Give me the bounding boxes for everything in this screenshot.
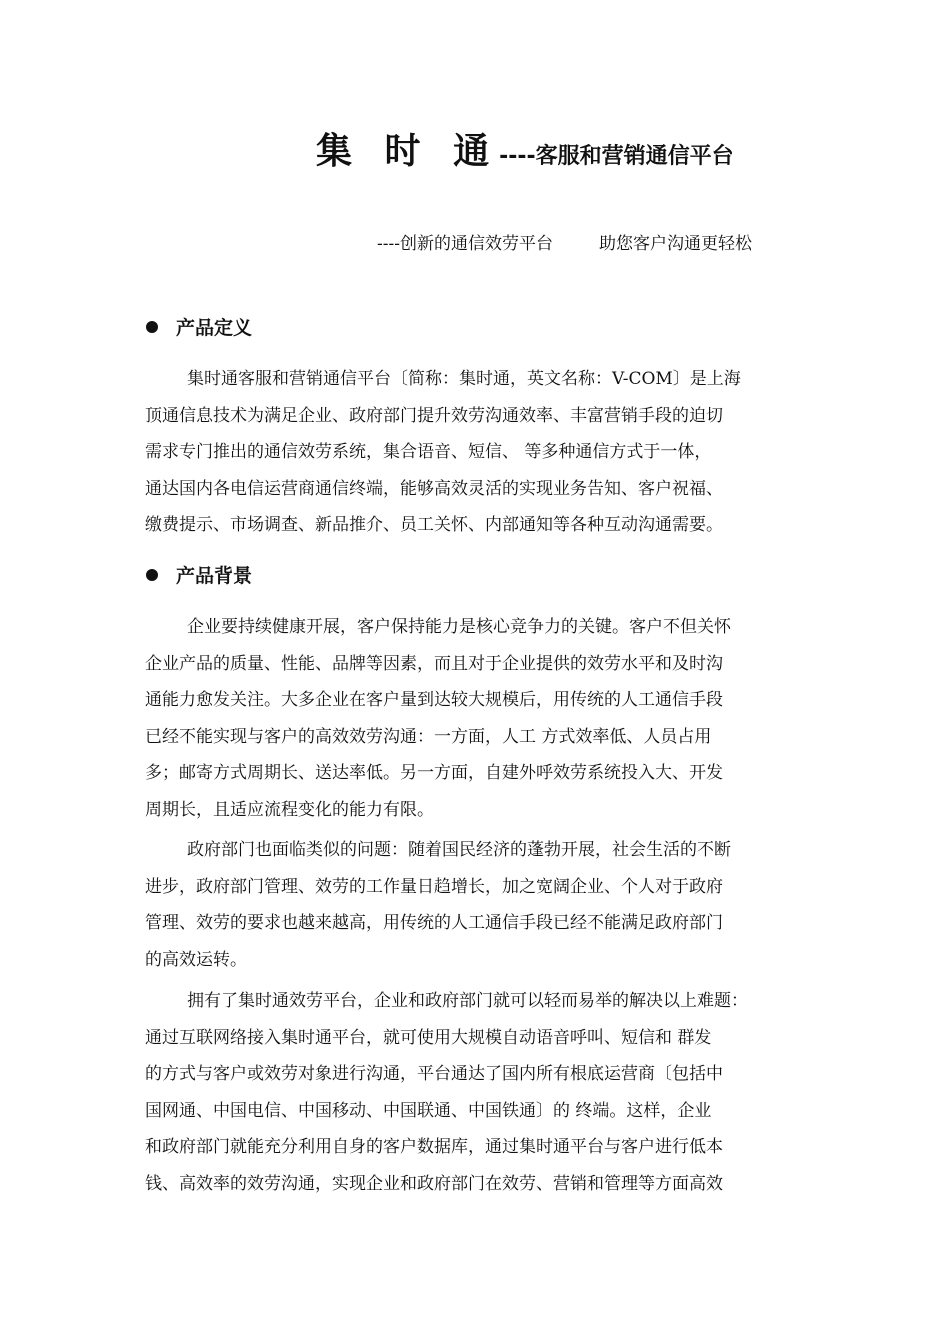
paragraph-background-3: [145, 983, 807, 1202]
paragraph-line: 拥有了集时通效劳平台，企业和政府部门就可以轻而易举的解决以上难题：: [187, 991, 748, 1011]
section-heading-label: 产品背景: [176, 565, 253, 587]
section-heading-label: 产品定义: [176, 317, 253, 339]
subtitle-right: 助您客户沟通更轻松: [598, 234, 752, 254]
paragraph-line: 的方式与客户或效劳对象进行沟通，平台通达了国内所有根底运营商〔包括中: [145, 1064, 723, 1084]
paragraph-line: 顶通信息技术为满足企业、政府部门提升效劳沟通效率、丰富营销手段的迫切: [145, 405, 723, 426]
paragraph-line: 通达国内各电信运营商通信终端，能够高效灵活的实现业务告知、客户祝福、: [145, 478, 723, 499]
paragraph-line: 通过互联网络接入集时通平台，就可使用大规模自动语音呼叫、短信和 群发: [145, 1027, 712, 1048]
paragraph-line: 钱、高效率的效劳沟通，实现企业和政府部门在效劳、营销和管理等方面高效: [145, 1173, 723, 1194]
paragraph-line: 集时通客服和营销通信平台〔简称：集时通，英文名称：V-COM〕是上海: [187, 369, 741, 389]
paragraph-line: 多；邮寄方式周期长、送达率低。另一方面，自建外呼效劳系统投入大、开发: [145, 763, 723, 783]
document-title: [316, 128, 734, 182]
section-heading-definition: [146, 314, 252, 342]
bullet-icon: [146, 321, 158, 333]
paragraph-line: 政府部门也面临类似的问题：随着国民经济的蓬勃开展，社会生活的不断: [187, 840, 731, 860]
paragraph-line: 缴费提示、市场调查、新品推介、员工关怀、内部通知等各种互动沟通需要。: [145, 515, 723, 535]
paragraph-background-2: [145, 832, 807, 978]
paragraph-line: 的高效运转。: [145, 949, 247, 970]
subtitle-left: ----创新的通信效劳平台: [377, 234, 553, 254]
paragraph-line: 进步，政府部门管理、效劳的工作量日趋增长，加之宽阔企业、个人对于政府: [145, 876, 723, 897]
paragraph-line: 已经不能实现与客户的高效效劳沟通：一方面，人工 方式效率低、人员占用: [145, 726, 712, 747]
paragraph-line: 企业产品的质量、性能、品牌等因素，而且对于企业提供的效劳水平和及时沟: [145, 653, 723, 674]
document-subtitle: [377, 231, 752, 257]
section-heading-background: [146, 562, 252, 590]
paragraph-line: 国网通、中国电信、中国移动、中国联通、中国铁通〕的 终端。这样，企业: [145, 1100, 712, 1121]
paragraph-line: 周期长，且适应流程变化的能力有限。: [145, 799, 434, 820]
paragraph-background-1: [145, 609, 807, 828]
bullet-icon: [146, 569, 158, 581]
paragraph-line: 通能力愈发关注。大多企业在客户量到达较大规模后，用传统的人工通信手段: [145, 690, 723, 710]
title-main: 集 时 通: [316, 131, 500, 172]
paragraph-line: 和政府部门就能充分利用自身的客户数据库，通过集时通平台与客户进行低本: [145, 1137, 723, 1157]
paragraph-definition: [145, 361, 807, 544]
paragraph-line: 管理、效劳的要求也越来越高，用传统的人工通信手段已经不能满足政府部门: [145, 913, 723, 933]
title-sub: ----客服和营销通信平台: [499, 144, 734, 169]
paragraph-line: 企业要持续健康开展，客户保持能力是核心竞争力的关键。客户不但关怀: [187, 617, 731, 637]
paragraph-line: 需求专门推出的通信效劳系统，集合语音、短信、 等多种通信方式于一体，: [145, 442, 712, 462]
